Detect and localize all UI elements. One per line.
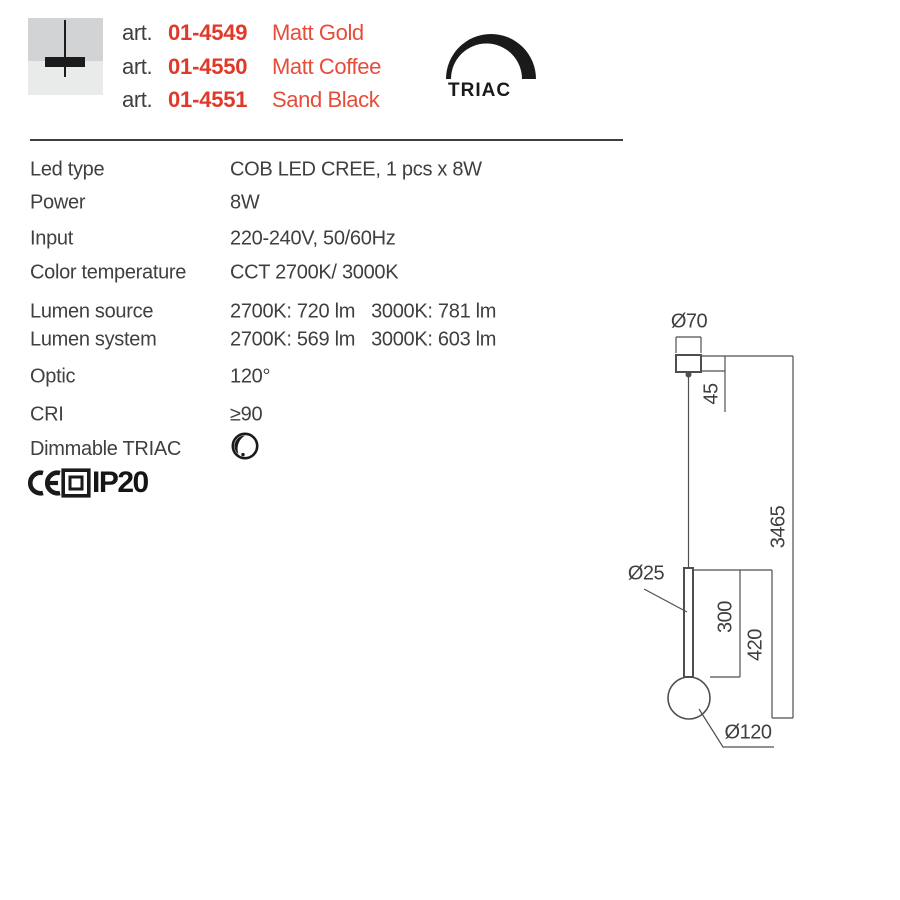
spec-label: Color temperature <box>30 261 187 284</box>
spec-label: Power <box>30 191 86 214</box>
dim-sphere-diameter: Ø120 <box>724 721 772 744</box>
article-prefix: art. <box>122 20 153 45</box>
article-prefix: art. <box>122 87 153 112</box>
triac-label: TRIAC <box>448 80 512 101</box>
product-thumbnail <box>28 18 103 95</box>
article-code: 01-4550 <box>168 54 248 79</box>
ip-rating-label: IP20 <box>92 466 148 499</box>
spec-row <box>30 192 259 215</box>
section-divider <box>30 139 623 141</box>
spec-label: Led type <box>30 158 105 181</box>
certification-icons <box>25 468 148 498</box>
dim-tube-diameter: Ø25 <box>627 562 665 585</box>
spec-value: 220-240V, 50/60Hz <box>230 227 396 250</box>
dimmable-dial-icon <box>230 431 260 461</box>
article-prefix: art. <box>122 54 153 79</box>
triac-logo <box>444 30 540 106</box>
dim-total-drop: 3465 <box>767 505 790 549</box>
ce-mark-icon <box>25 468 61 498</box>
article-finish: Matt Coffee <box>272 54 381 79</box>
spec-row <box>30 301 496 324</box>
pendant-rod-icon <box>64 20 66 77</box>
spec-value: CCT 2700K/ 3000K <box>230 261 399 284</box>
spec-value: 2700K: 569 lm <box>230 328 356 351</box>
article-code: 01-4551 <box>168 87 248 112</box>
triac-arc-icon <box>444 30 540 86</box>
spec-row <box>30 329 496 352</box>
spec-value: 8W <box>230 191 260 214</box>
dim-canopy-height: 45 <box>700 383 723 405</box>
spec-row <box>30 262 398 285</box>
spec-label: Dimmable TRIAC <box>30 437 182 460</box>
spec-row <box>30 366 270 389</box>
spec-value: COB LED CREE, 1 pcs x 8W <box>230 158 482 181</box>
spec-value: ≥90 <box>230 403 263 426</box>
pendant-bar-icon <box>45 57 85 67</box>
class-ii-insulation-icon <box>61 468 91 498</box>
article-row <box>122 21 364 45</box>
article-finish: Matt Gold <box>272 20 364 45</box>
spec-row <box>30 228 395 251</box>
spec-label: Optic <box>30 365 76 388</box>
article-row <box>122 55 381 79</box>
spec-value: 120° <box>230 365 271 388</box>
dim-canopy-diameter: Ø70 <box>670 310 708 333</box>
spec-label: Input <box>30 227 73 250</box>
spec-value-secondary: 3000K: 603 lm <box>371 328 497 351</box>
spec-row <box>30 159 482 182</box>
dim-fixture-height: 420 <box>744 629 767 661</box>
cable-joint-dot <box>686 372 692 378</box>
spec-label: CRI <box>30 403 64 426</box>
spec-label: Lumen system <box>30 328 157 351</box>
dim-tube-length: 300 <box>714 601 737 633</box>
spec-value-secondary: 3000K: 781 lm <box>371 300 497 323</box>
spec-row <box>30 437 260 461</box>
spec-value: 2700K: 720 lm <box>230 300 356 323</box>
spec-row <box>30 404 262 427</box>
article-row <box>122 88 379 112</box>
article-code: 01-4549 <box>168 20 248 45</box>
article-finish: Sand Black <box>272 87 380 112</box>
spec-label: Lumen source <box>30 300 154 323</box>
